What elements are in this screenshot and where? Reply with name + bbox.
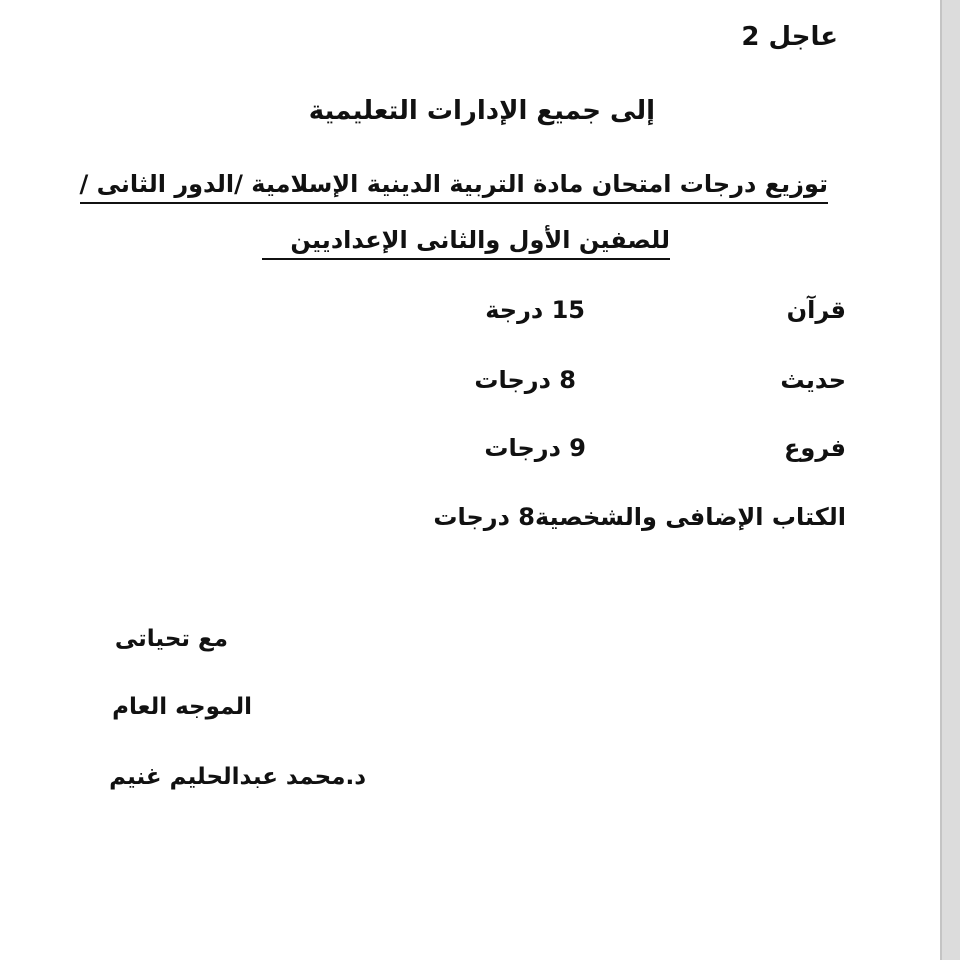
urgent-header: عاجل 2 [741,22,838,52]
grade-subject-quran: قرآن [786,296,846,324]
subject-line-2: للصفين الأول والثانى الإعداديين [262,228,670,260]
grade-value-extra-book: 8 درجات [433,503,535,531]
grade-subject-furoo: فروع [784,434,846,462]
closing-greeting: مع تحياتى [114,626,228,652]
grade-subject-extra-book: الكتاب الإضافى والشخصية [534,503,846,531]
recipient-line: إلى جميع الإدارات التعليمية [308,96,655,126]
grade-value-furoo: 9 درجات [484,434,586,462]
signatory-name: د.محمد عبدالحليم غنيم [109,764,366,790]
grade-value-quran: 15 درجة [485,296,585,324]
signatory-role: الموجه العام [112,694,252,720]
grade-value-hadith: 8 درجات [474,366,576,394]
page-edge-line [940,0,942,960]
subject-line-1: توزيع درجات امتحان مادة التربية الدينية الإسلامية /الدور الثانى / [80,172,829,204]
grade-subject-hadith: حديث [780,366,846,394]
page-edge [942,0,960,960]
